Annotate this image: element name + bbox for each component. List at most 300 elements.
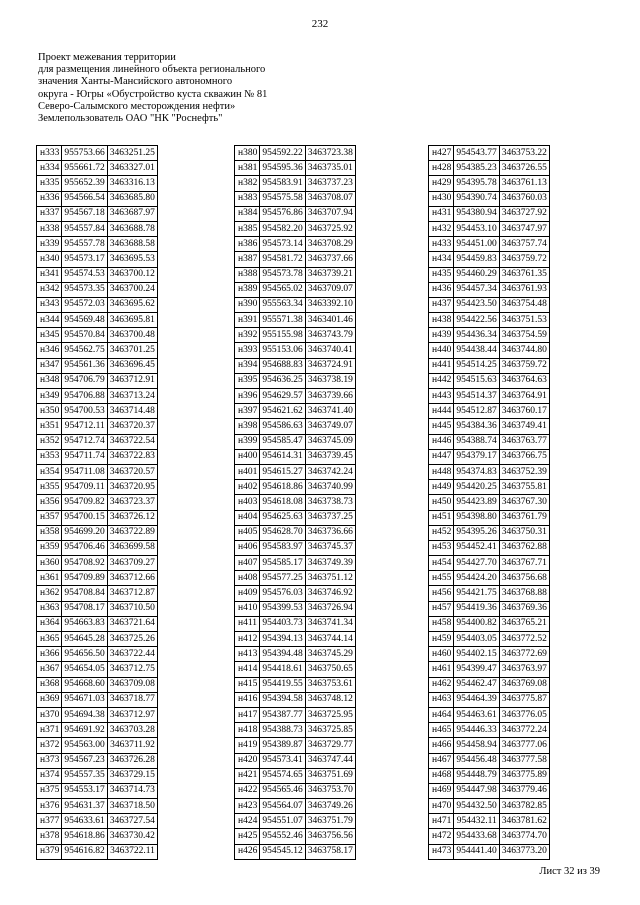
table-row bbox=[37, 707, 158, 722]
point-id: н397 bbox=[235, 404, 260, 419]
coord-y: 3463713.24 bbox=[107, 389, 157, 404]
coord-y: 3463741.34 bbox=[305, 616, 355, 631]
table-row bbox=[37, 404, 158, 419]
point-id: н344 bbox=[37, 313, 62, 328]
table-row bbox=[429, 768, 550, 783]
point-id: н468 bbox=[429, 768, 454, 783]
coord-y: 3463761.13 bbox=[499, 176, 549, 191]
table-row bbox=[429, 783, 550, 798]
table-row bbox=[235, 571, 356, 586]
coord-x: 954586.63 bbox=[260, 419, 305, 434]
point-id: н442 bbox=[429, 373, 454, 388]
document-header bbox=[38, 52, 338, 125]
coord-y: 3463724.91 bbox=[305, 358, 355, 373]
table-row bbox=[429, 373, 550, 388]
point-id: н438 bbox=[429, 313, 454, 328]
coord-y: 3463752.39 bbox=[499, 464, 549, 479]
point-id: н464 bbox=[429, 707, 454, 722]
table-row bbox=[37, 540, 158, 555]
coord-y: 3463720.95 bbox=[107, 480, 157, 495]
coord-y: 3463725.92 bbox=[305, 221, 355, 236]
point-id: н373 bbox=[37, 753, 62, 768]
table-row bbox=[235, 191, 356, 206]
coord-x: 954398.80 bbox=[454, 510, 499, 525]
coord-x: 954577.25 bbox=[260, 571, 305, 586]
point-id: н422 bbox=[235, 783, 260, 798]
table-row bbox=[429, 601, 550, 616]
coord-x: 954432.11 bbox=[454, 814, 499, 829]
coord-x: 954394.13 bbox=[260, 632, 305, 647]
table-row bbox=[37, 510, 158, 525]
coord-x: 954399.47 bbox=[454, 662, 499, 677]
table-row bbox=[235, 282, 356, 297]
coord-x: 954712.11 bbox=[62, 419, 107, 434]
coord-y: 3463767.30 bbox=[499, 495, 549, 510]
point-id: н410 bbox=[235, 601, 260, 616]
point-id: н424 bbox=[235, 814, 260, 829]
coord-x: 954460.29 bbox=[454, 267, 499, 282]
table-row bbox=[235, 616, 356, 631]
coord-y: 3463695.81 bbox=[107, 313, 157, 328]
point-id: н445 bbox=[429, 419, 454, 434]
coord-y: 3463708.07 bbox=[305, 191, 355, 206]
coord-x: 954582.20 bbox=[260, 221, 305, 236]
coord-y: 3463725.95 bbox=[305, 707, 355, 722]
table-row bbox=[429, 313, 550, 328]
table-row bbox=[37, 419, 158, 434]
coord-y: 3463745.29 bbox=[305, 647, 355, 662]
point-id: н419 bbox=[235, 738, 260, 753]
point-id: н396 bbox=[235, 389, 260, 404]
table-row bbox=[37, 252, 158, 267]
coord-y: 3463687.97 bbox=[107, 206, 157, 221]
coord-y: 3463735.01 bbox=[305, 161, 355, 176]
table-row bbox=[235, 449, 356, 464]
table-row bbox=[37, 768, 158, 783]
coord-x: 954615.27 bbox=[260, 464, 305, 479]
coord-x: 954400.82 bbox=[454, 616, 499, 631]
coord-y: 3463753.70 bbox=[305, 783, 355, 798]
table-row bbox=[235, 267, 356, 282]
point-id: н404 bbox=[235, 510, 260, 525]
coord-y: 3463723.38 bbox=[305, 146, 355, 161]
point-id: н359 bbox=[37, 540, 62, 555]
coord-x: 954389.87 bbox=[260, 738, 305, 753]
coord-y: 3463775.87 bbox=[499, 692, 549, 707]
coord-x: 954418.61 bbox=[260, 662, 305, 677]
point-id: н375 bbox=[37, 783, 62, 798]
coord-y: 3463737.23 bbox=[305, 176, 355, 191]
coord-x: 954569.48 bbox=[62, 313, 107, 328]
point-id: н465 bbox=[429, 723, 454, 738]
table-row bbox=[37, 267, 158, 282]
coord-y: 3463747.44 bbox=[305, 753, 355, 768]
coord-y: 3463781.62 bbox=[499, 814, 549, 829]
coord-x: 954595.36 bbox=[260, 161, 305, 176]
coord-y: 3463727.54 bbox=[107, 814, 157, 829]
coord-x: 954570.84 bbox=[62, 328, 107, 343]
point-id: н336 bbox=[37, 191, 62, 206]
table-row bbox=[429, 647, 550, 662]
table-row bbox=[235, 434, 356, 449]
table-row bbox=[37, 373, 158, 388]
table-row bbox=[37, 464, 158, 479]
coord-y: 3463759.72 bbox=[499, 358, 549, 373]
coord-y: 3463718.50 bbox=[107, 799, 157, 814]
coord-x: 954700.53 bbox=[62, 404, 107, 419]
coord-x: 954557.84 bbox=[62, 221, 107, 236]
coord-x: 954384.36 bbox=[454, 419, 499, 434]
coord-x: 954402.15 bbox=[454, 647, 499, 662]
coord-y: 3463729.77 bbox=[305, 738, 355, 753]
point-id: н470 bbox=[429, 799, 454, 814]
coord-y: 3463759.72 bbox=[499, 252, 549, 267]
coord-x: 954574.65 bbox=[260, 768, 305, 783]
coord-x: 954564.07 bbox=[260, 799, 305, 814]
coord-y: 3463711.92 bbox=[107, 738, 157, 753]
coord-y: 3463751.53 bbox=[499, 313, 549, 328]
coord-x: 954561.36 bbox=[62, 358, 107, 373]
coord-y: 3463739.21 bbox=[305, 267, 355, 282]
table-row bbox=[429, 176, 550, 191]
coord-x: 954565.02 bbox=[260, 282, 305, 297]
header-line: Землепользователь ОАО "НК "Роснефть" bbox=[38, 113, 223, 125]
point-id: н368 bbox=[37, 677, 62, 692]
coord-x: 954379.17 bbox=[454, 449, 499, 464]
coord-y: 3463712.97 bbox=[107, 707, 157, 722]
coord-x: 954567.18 bbox=[62, 206, 107, 221]
point-id: н342 bbox=[37, 282, 62, 297]
coord-y: 3463777.58 bbox=[499, 753, 549, 768]
table-row bbox=[235, 768, 356, 783]
coord-y: 3463709.27 bbox=[107, 556, 157, 571]
table-row bbox=[235, 176, 356, 191]
point-id: н446 bbox=[429, 434, 454, 449]
coord-y: 3463736.66 bbox=[305, 525, 355, 540]
table-row bbox=[429, 540, 550, 555]
point-id: н451 bbox=[429, 510, 454, 525]
table-row bbox=[235, 692, 356, 707]
coord-x: 954457.34 bbox=[454, 282, 499, 297]
point-id: н440 bbox=[429, 343, 454, 358]
table-row bbox=[37, 677, 158, 692]
coord-x: 954514.37 bbox=[454, 389, 499, 404]
point-id: н429 bbox=[429, 176, 454, 191]
coord-y: 3463738.73 bbox=[305, 495, 355, 510]
coord-y: 3463737.25 bbox=[305, 510, 355, 525]
point-id: н426 bbox=[235, 844, 260, 859]
point-id: н353 bbox=[37, 449, 62, 464]
table-row bbox=[37, 480, 158, 495]
coord-x: 954581.72 bbox=[260, 252, 305, 267]
table-row bbox=[235, 525, 356, 540]
point-id: н361 bbox=[37, 571, 62, 586]
table-row bbox=[37, 632, 158, 647]
point-id: н466 bbox=[429, 738, 454, 753]
coord-x: 954565.46 bbox=[260, 783, 305, 798]
point-id: н439 bbox=[429, 328, 454, 343]
point-id: н416 bbox=[235, 692, 260, 707]
table-row bbox=[37, 814, 158, 829]
table-row bbox=[429, 404, 550, 419]
point-id: н360 bbox=[37, 556, 62, 571]
point-id: н427 bbox=[429, 146, 454, 161]
coord-x: 954618.86 bbox=[62, 829, 107, 844]
point-id: н358 bbox=[37, 525, 62, 540]
coord-y: 3463327.01 bbox=[107, 161, 157, 176]
table-row bbox=[235, 480, 356, 495]
coord-x: 954628.70 bbox=[260, 525, 305, 540]
coord-y: 3463722.44 bbox=[107, 647, 157, 662]
coord-x: 954453.10 bbox=[454, 221, 499, 236]
point-id: н354 bbox=[37, 464, 62, 479]
coord-y: 3463776.05 bbox=[499, 707, 549, 722]
point-id: н388 bbox=[235, 267, 260, 282]
coord-x: 954576.03 bbox=[260, 586, 305, 601]
table-row bbox=[235, 161, 356, 176]
coord-x: 954394.48 bbox=[260, 647, 305, 662]
point-id: н406 bbox=[235, 540, 260, 555]
table-row bbox=[235, 738, 356, 753]
coord-x: 954551.07 bbox=[260, 814, 305, 829]
coord-y: 3463721.64 bbox=[107, 616, 157, 631]
table-row bbox=[235, 343, 356, 358]
table-row bbox=[429, 343, 550, 358]
coord-x: 954708.17 bbox=[62, 601, 107, 616]
table-row bbox=[429, 799, 550, 814]
table-row bbox=[37, 282, 158, 297]
coord-x: 954573.78 bbox=[260, 267, 305, 282]
coord-y: 3463703.28 bbox=[107, 723, 157, 738]
coord-y: 3463742.24 bbox=[305, 464, 355, 479]
table-row bbox=[37, 829, 158, 844]
point-id: н455 bbox=[429, 571, 454, 586]
coord-x: 954575.58 bbox=[260, 191, 305, 206]
point-id: н370 bbox=[37, 707, 62, 722]
table-row bbox=[37, 525, 158, 540]
table-row bbox=[235, 328, 356, 343]
coord-y: 3463774.70 bbox=[499, 829, 549, 844]
point-id: н333 bbox=[37, 146, 62, 161]
table-row bbox=[429, 480, 550, 495]
point-id: н352 bbox=[37, 434, 62, 449]
coord-x: 954573.14 bbox=[260, 237, 305, 252]
point-id: н372 bbox=[37, 738, 62, 753]
table-row bbox=[429, 419, 550, 434]
coord-y: 3463712.87 bbox=[107, 586, 157, 601]
point-id: н383 bbox=[235, 191, 260, 206]
coord-x: 954573.35 bbox=[62, 282, 107, 297]
header-line: Северо-Салымского месторождения нефти» bbox=[38, 100, 236, 112]
point-id: н395 bbox=[235, 373, 260, 388]
coord-x: 954618.08 bbox=[260, 495, 305, 510]
coord-x: 955661.72 bbox=[62, 161, 107, 176]
point-id: н337 bbox=[37, 206, 62, 221]
table-row bbox=[429, 328, 550, 343]
table-row bbox=[429, 449, 550, 464]
coord-x: 954390.74 bbox=[454, 191, 499, 206]
coord-x: 954419.55 bbox=[260, 677, 305, 692]
point-id: н412 bbox=[235, 632, 260, 647]
point-id: н462 bbox=[429, 677, 454, 692]
table-row bbox=[429, 267, 550, 282]
coord-y: 3463685.80 bbox=[107, 191, 157, 206]
point-id: н421 bbox=[235, 768, 260, 783]
table-row bbox=[429, 510, 550, 525]
table-row bbox=[235, 495, 356, 510]
coord-y: 3463707.94 bbox=[305, 206, 355, 221]
point-id: н382 bbox=[235, 176, 260, 191]
table-row bbox=[37, 237, 158, 252]
coord-x: 954395.26 bbox=[454, 525, 499, 540]
point-id: н347 bbox=[37, 358, 62, 373]
coord-x: 954633.61 bbox=[62, 814, 107, 829]
coord-y: 3463760.17 bbox=[499, 404, 549, 419]
coord-y: 3463744.80 bbox=[499, 343, 549, 358]
coord-y: 3463737.66 bbox=[305, 252, 355, 267]
point-id: н348 bbox=[37, 373, 62, 388]
point-id: н402 bbox=[235, 480, 260, 495]
coord-x: 954709.82 bbox=[62, 495, 107, 510]
coord-y: 3463772.52 bbox=[499, 632, 549, 647]
coord-y: 3463725.85 bbox=[305, 723, 355, 738]
table-row bbox=[429, 146, 550, 161]
coord-y: 3463779.46 bbox=[499, 783, 549, 798]
coord-y: 3463709.08 bbox=[107, 677, 157, 692]
coord-x: 954458.94 bbox=[454, 738, 499, 753]
coord-x: 954423.89 bbox=[454, 495, 499, 510]
coord-y: 3463749.41 bbox=[499, 419, 549, 434]
coord-x: 954462.47 bbox=[454, 677, 499, 692]
table-row bbox=[37, 692, 158, 707]
point-id: н378 bbox=[37, 829, 62, 844]
point-id: н399 bbox=[235, 434, 260, 449]
coord-y: 3463772.69 bbox=[499, 647, 549, 662]
coordinates-table-3 bbox=[428, 145, 550, 860]
coord-x: 954446.33 bbox=[454, 723, 499, 738]
point-id: н418 bbox=[235, 723, 260, 738]
coord-x: 954420.25 bbox=[454, 480, 499, 495]
coord-y: 3463695.53 bbox=[107, 252, 157, 267]
coord-x: 954423.50 bbox=[454, 297, 499, 312]
coord-x: 954563.00 bbox=[62, 738, 107, 753]
table-row bbox=[429, 723, 550, 738]
table-row bbox=[235, 146, 356, 161]
point-id: н428 bbox=[429, 161, 454, 176]
coord-y: 3463727.92 bbox=[499, 206, 549, 221]
table-row bbox=[235, 252, 356, 267]
table-row bbox=[37, 753, 158, 768]
coord-x: 954447.98 bbox=[454, 783, 499, 798]
coord-y: 3463761.93 bbox=[499, 282, 549, 297]
coord-y: 3463739.45 bbox=[305, 449, 355, 464]
coord-y: 3463753.22 bbox=[499, 146, 549, 161]
coord-y: 3463754.48 bbox=[499, 297, 549, 312]
coord-y: 3463772.24 bbox=[499, 723, 549, 738]
point-id: н350 bbox=[37, 404, 62, 419]
table-row bbox=[37, 328, 158, 343]
point-id: н339 bbox=[37, 237, 62, 252]
coord-y: 3463764.91 bbox=[499, 389, 549, 404]
point-id: н454 bbox=[429, 556, 454, 571]
coord-y: 3463758.17 bbox=[305, 844, 355, 859]
coord-y: 3463316.13 bbox=[107, 176, 157, 191]
coord-y: 3463745.37 bbox=[305, 540, 355, 555]
coord-x: 954654.05 bbox=[62, 662, 107, 677]
coord-y: 3463701.25 bbox=[107, 343, 157, 358]
coord-x: 954691.92 bbox=[62, 723, 107, 738]
table-row bbox=[37, 586, 158, 601]
coord-y: 3463722.83 bbox=[107, 449, 157, 464]
coord-x: 954708.84 bbox=[62, 586, 107, 601]
coord-x: 954515.63 bbox=[454, 373, 499, 388]
coord-y: 3463747.97 bbox=[499, 221, 549, 236]
point-id: н436 bbox=[429, 282, 454, 297]
table-row bbox=[37, 206, 158, 221]
coord-y: 3463725.26 bbox=[107, 632, 157, 647]
coord-x: 954512.87 bbox=[454, 404, 499, 419]
point-id: н423 bbox=[235, 799, 260, 814]
coord-y: 3463768.88 bbox=[499, 586, 549, 601]
coord-y: 3463773.20 bbox=[499, 844, 549, 859]
table-row bbox=[429, 738, 550, 753]
table-row bbox=[37, 161, 158, 176]
coord-y: 3463769.36 bbox=[499, 601, 549, 616]
point-id: н457 bbox=[429, 601, 454, 616]
point-id: н467 bbox=[429, 753, 454, 768]
point-id: н409 bbox=[235, 586, 260, 601]
coord-y: 3463700.24 bbox=[107, 282, 157, 297]
coord-x: 955563.34 bbox=[260, 297, 305, 312]
coord-y: 3463762.88 bbox=[499, 540, 549, 555]
coord-x: 954395.78 bbox=[454, 176, 499, 191]
coord-x: 954388.73 bbox=[260, 723, 305, 738]
table-row bbox=[235, 783, 356, 798]
coord-x: 954572.03 bbox=[62, 297, 107, 312]
point-id: н460 bbox=[429, 647, 454, 662]
table-row bbox=[37, 434, 158, 449]
table-row bbox=[37, 571, 158, 586]
table-row bbox=[429, 389, 550, 404]
coord-x: 954374.83 bbox=[454, 464, 499, 479]
coord-y: 3463720.57 bbox=[107, 464, 157, 479]
table-row bbox=[37, 313, 158, 328]
coord-x: 954706.79 bbox=[62, 373, 107, 388]
table-row bbox=[429, 662, 550, 677]
table-row bbox=[429, 707, 550, 722]
point-id: н387 bbox=[235, 252, 260, 267]
coord-y: 3463750.65 bbox=[305, 662, 355, 677]
coord-y: 3463722.54 bbox=[107, 434, 157, 449]
coord-x: 954422.56 bbox=[454, 313, 499, 328]
table-row bbox=[37, 176, 158, 191]
coord-x: 954645.28 bbox=[62, 632, 107, 647]
coord-x: 954583.91 bbox=[260, 176, 305, 191]
coord-x: 954567.23 bbox=[62, 753, 107, 768]
point-id: н456 bbox=[429, 586, 454, 601]
coord-x: 954441.40 bbox=[454, 844, 499, 859]
coord-y: 3463749.26 bbox=[305, 799, 355, 814]
table-row bbox=[235, 723, 356, 738]
coord-y: 3463751.79 bbox=[305, 814, 355, 829]
coord-y: 3463712.75 bbox=[107, 662, 157, 677]
table-row bbox=[37, 297, 158, 312]
point-id: н335 bbox=[37, 176, 62, 191]
point-id: н349 bbox=[37, 389, 62, 404]
table-row bbox=[235, 313, 356, 328]
coord-x: 954387.77 bbox=[260, 707, 305, 722]
coord-y: 3463401.46 bbox=[305, 313, 355, 328]
